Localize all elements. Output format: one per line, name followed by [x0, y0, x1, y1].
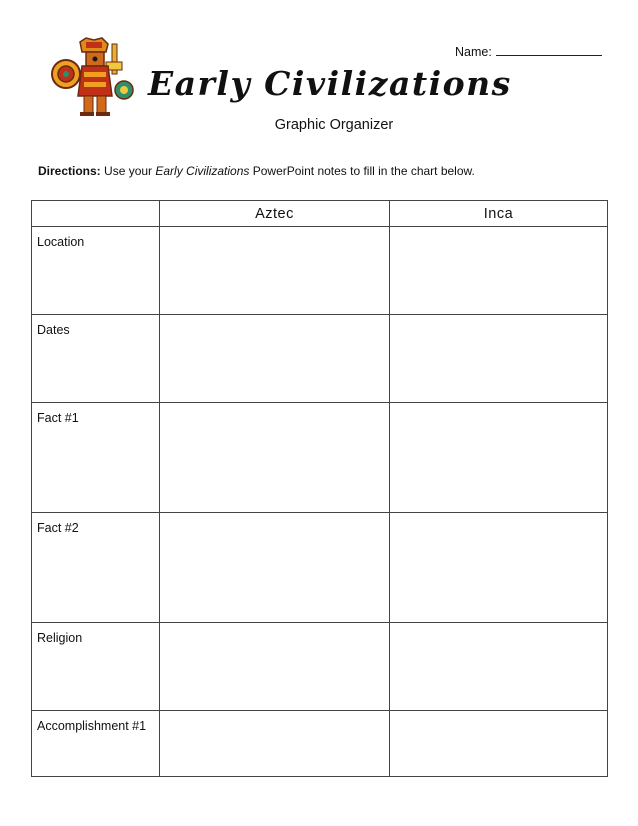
name-blank-line[interactable]	[496, 43, 602, 56]
row-label-accomplishment-1: Accomplishment #1	[32, 711, 160, 777]
table-row	[32, 711, 608, 777]
page-subtitle	[0, 117, 638, 133]
column-header-inca: Inca	[390, 201, 608, 227]
row-label-religion: Religion	[32, 623, 160, 711]
table-row	[32, 227, 608, 315]
cell-aztec-fact-1[interactable]	[160, 403, 390, 513]
cell-aztec-fact-2[interactable]	[160, 513, 390, 623]
subtitle-text: Graphic Organizer	[274, 117, 394, 133]
directions	[38, 164, 475, 178]
column-header-blank	[32, 201, 160, 227]
cell-inca-accomplishment-1[interactable]	[390, 711, 608, 777]
cell-inca-fact-2[interactable]	[390, 513, 608, 623]
page-title: Early Civilizations	[148, 64, 512, 103]
cell-inca-dates[interactable]	[390, 315, 608, 403]
row-label-fact-2: Fact #2	[32, 513, 160, 623]
directions-text-after: PowerPoint notes to fill in the chart below.	[249, 164, 475, 178]
table-header-row	[32, 201, 608, 227]
name-field[interactable]	[455, 43, 602, 59]
aztec-figure-icon	[50, 36, 140, 118]
cell-aztec-location[interactable]	[160, 227, 390, 315]
directions-text-before: Use your	[100, 164, 156, 178]
directions-lead: Directions:	[38, 164, 101, 178]
directions-emphasis: Early Civilizations	[155, 164, 250, 178]
row-label-dates: Dates	[32, 315, 160, 403]
table-row	[32, 513, 608, 623]
column-header-aztec: Aztec	[160, 201, 390, 227]
table-row	[32, 623, 608, 711]
row-label-fact-1: Fact #1	[32, 403, 160, 513]
cell-aztec-accomplishment-1[interactable]	[160, 711, 390, 777]
row-label-location: Location	[32, 227, 160, 315]
cell-inca-religion[interactable]	[390, 623, 608, 711]
cell-inca-fact-1[interactable]	[390, 403, 608, 513]
cell-inca-location[interactable]	[390, 227, 608, 315]
table-row	[32, 315, 608, 403]
cell-aztec-dates[interactable]	[160, 315, 390, 403]
cell-aztec-religion[interactable]	[160, 623, 390, 711]
table-row	[32, 403, 608, 513]
graphic-organizer-table	[31, 200, 608, 777]
name-label: Name:	[455, 45, 492, 59]
